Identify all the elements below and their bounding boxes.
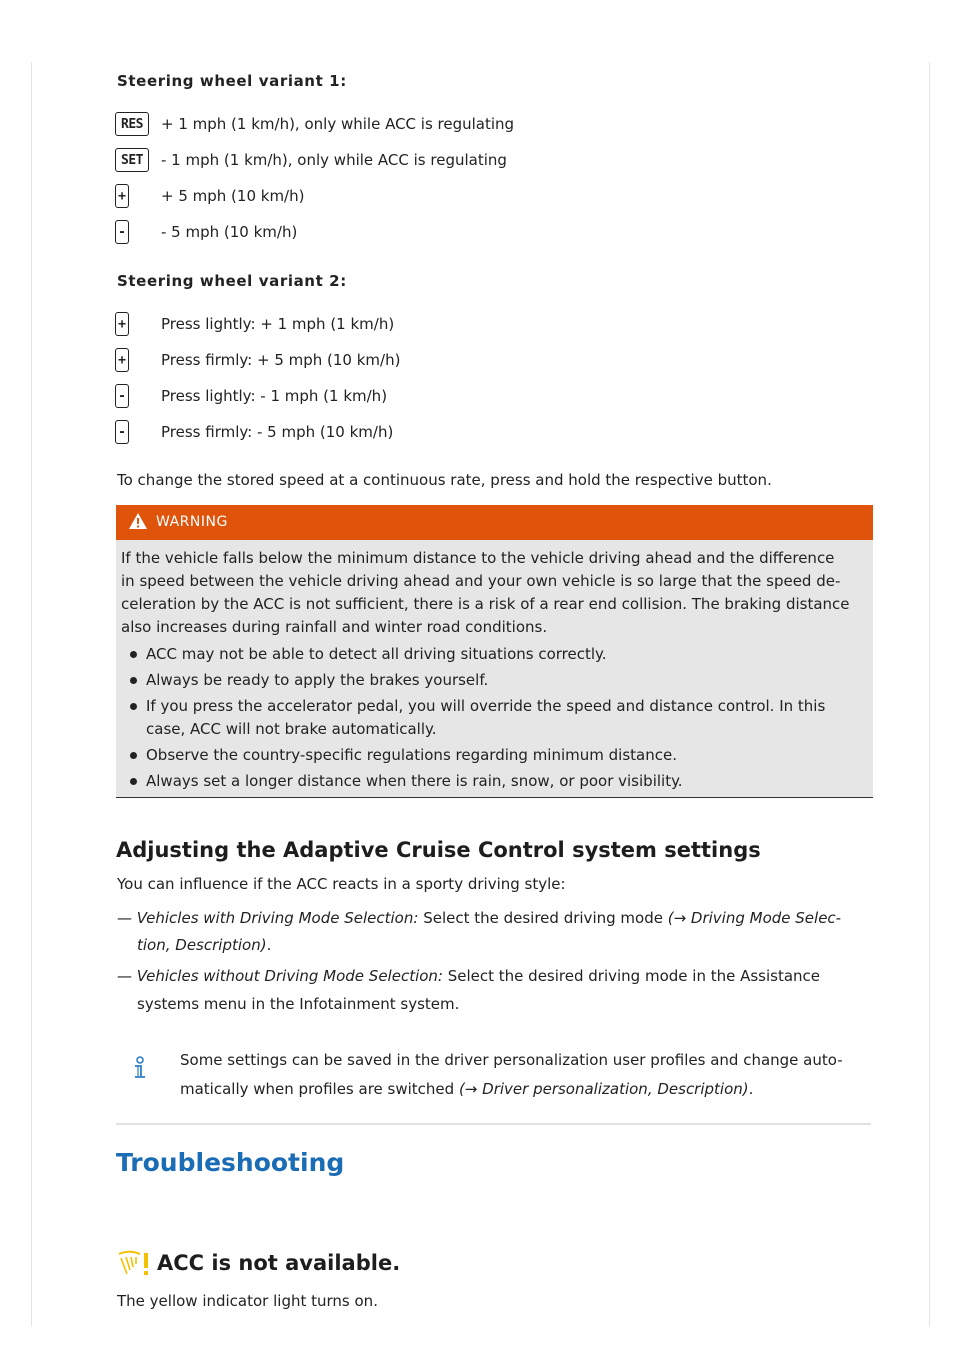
- issue-description: The yellow indicator light turns on.: [117, 1292, 378, 1310]
- plus-button-icon: +: [115, 348, 129, 372]
- set-button-icon: SET: [115, 148, 149, 172]
- cross-reference-link[interactable]: tion, Description): [137, 936, 267, 954]
- settings-intro: You can influence if the ACC reacts in a sporty driving style:: [117, 875, 566, 893]
- warning-line: If the vehicle falls below the minimum distance to the vehicle driving ahead and the difference: [121, 549, 835, 567]
- row-text: Press firmly: - 5 mph (10 km/h): [161, 423, 394, 441]
- warning-line: in speed between the vehicle driving ahead and your own vehicle is so large that the speed de-: [121, 572, 841, 590]
- no-driving-mode-item-continuation: systems menu in the Infotainment system.: [137, 995, 460, 1013]
- bullet-text: Observe the country-specific regulations regarding minimum distance.: [146, 746, 677, 764]
- minus-button-icon: -: [115, 220, 129, 244]
- cross-reference-link[interactable]: (→ Driving Mode Selec-: [667, 909, 842, 927]
- driving-mode-item-continuation: [137, 936, 271, 954]
- item-end: .: [266, 936, 272, 954]
- change-speed-note: To change the stored speed at a continuous rate, press and hold the respective button.: [117, 471, 772, 489]
- variant2-heading: Steering wheel variant 2:: [117, 272, 347, 290]
- acc-warning-light-icon: [116, 1250, 152, 1278]
- bullet-text: case, ACC will not brake automatically.: [146, 720, 437, 738]
- warning-body: [116, 540, 873, 798]
- right-margin-rule: [929, 62, 930, 1327]
- row-text: Press lightly: - 1 mph (1 km/h): [161, 387, 388, 405]
- variant1-heading: Steering wheel variant 1:: [117, 72, 347, 90]
- bullet-text: ACC may not be able to detect all driving situations correctly.: [146, 645, 607, 663]
- cross-reference-link[interactable]: (→ Driver personalization, Description): [458, 1080, 749, 1098]
- info-note-icon: [133, 1056, 147, 1080]
- warning-line: also increases during rainfall and winter road conditions.: [121, 618, 548, 636]
- warning-label: WARNING: [156, 514, 228, 530]
- section-divider: [116, 1123, 871, 1125]
- item-text: Select the desired driving mode in the Assistance: [442, 967, 821, 985]
- plus-button-icon: +: [115, 312, 129, 336]
- item-label: — Vehicles without Driving Mode Selection:: [117, 967, 443, 985]
- bullet-text: If you press the accelerator pedal, you will override the speed and distance control. In this: [146, 697, 826, 715]
- troubleshooting-heading: Troubleshooting: [116, 1148, 345, 1177]
- settings-heading: Adjusting the Adaptive Cruise Control system settings: [116, 838, 761, 862]
- bullet-dot: [130, 677, 137, 684]
- bullet-dot: [130, 752, 137, 759]
- issue-heading: ACC is not available.: [157, 1251, 401, 1275]
- bullet-text: Always set a longer distance when there is rain, snow, or poor visibility.: [146, 772, 683, 790]
- item-text: Select the desired driving mode: [418, 909, 668, 927]
- bullet-dot: [130, 703, 137, 710]
- note-end: .: [748, 1080, 754, 1098]
- left-margin-rule: [31, 62, 32, 1327]
- row-text: Press lightly: + 1 mph (1 km/h): [161, 315, 395, 333]
- row-text: - 1 mph (1 km/h), only while ACC is regulating: [161, 151, 507, 169]
- res-button-icon: RES: [115, 112, 149, 136]
- bullet-text: Always be ready to apply the brakes yourself.: [146, 671, 489, 689]
- minus-button-icon: -: [115, 420, 129, 444]
- note-line: [180, 1080, 753, 1098]
- driving-mode-item: [117, 909, 841, 927]
- item-label: — Vehicles with Driving Mode Selection:: [117, 909, 419, 927]
- row-text: + 1 mph (1 km/h), only while ACC is regulating: [161, 115, 515, 133]
- row-text: - 5 mph (10 km/h): [161, 223, 298, 241]
- plus-button-icon: +: [115, 184, 129, 208]
- note-line: Some settings can be saved in the driver personalization user profiles and change auto-: [180, 1051, 843, 1069]
- bullet-dot: [130, 651, 137, 658]
- warning-header: [116, 505, 873, 540]
- row-text: Press firmly: + 5 mph (10 km/h): [161, 351, 401, 369]
- warning-triangle-icon: [128, 512, 148, 530]
- note-text: matically when profiles are switched: [180, 1080, 459, 1098]
- no-driving-mode-item: [117, 967, 820, 985]
- minus-button-icon: -: [115, 384, 129, 408]
- bullet-dot: [130, 778, 137, 785]
- row-text: + 5 mph (10 km/h): [161, 187, 305, 205]
- warning-line: celeration by the ACC is not sufficient, there is a risk of a rear end collision. The braking distance: [121, 595, 850, 613]
